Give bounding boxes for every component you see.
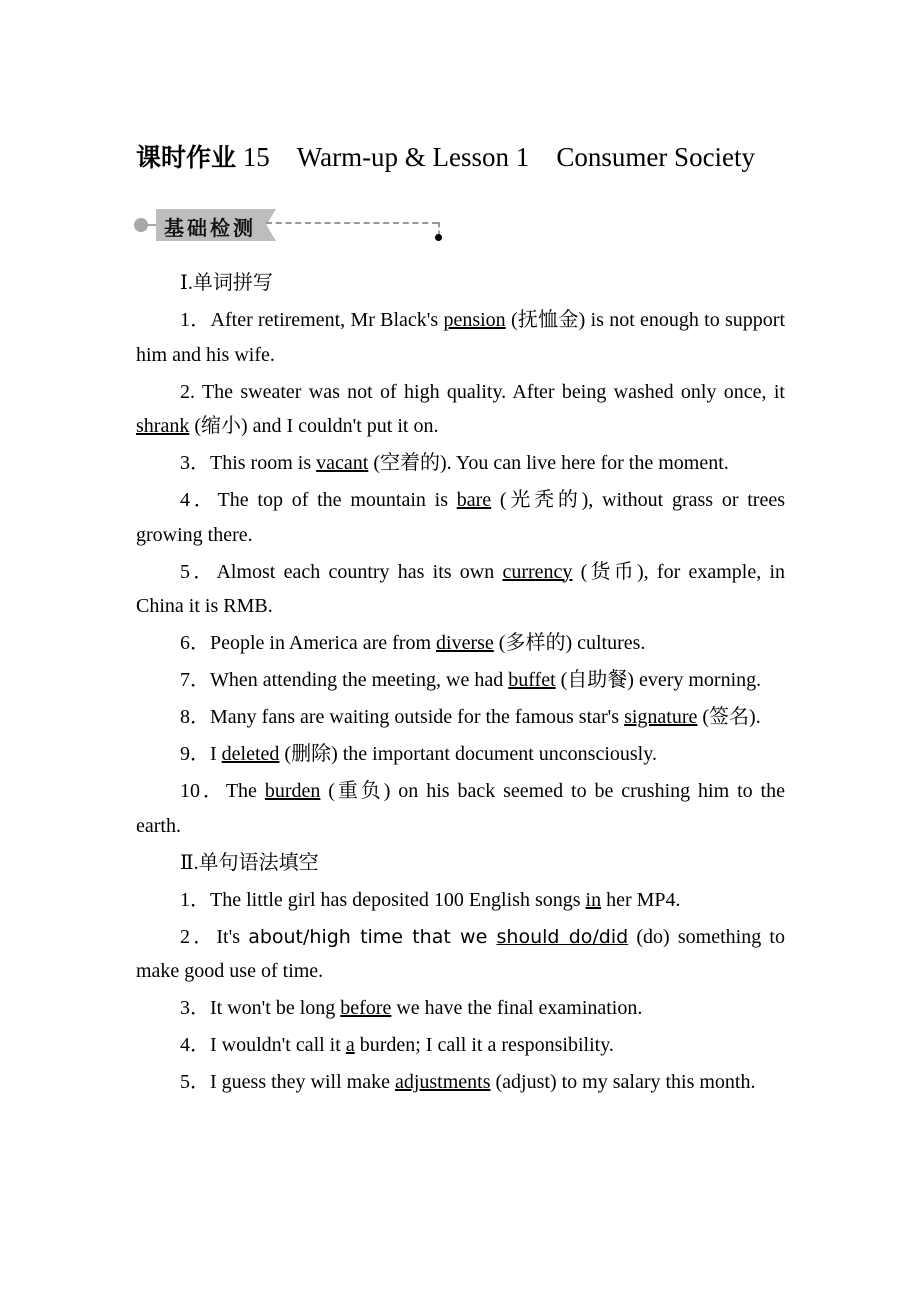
exercise-item [136,663,785,698]
item-text: we have the final examination. [391,997,643,1019]
page-title [136,138,755,174]
exercise-item [136,991,785,1026]
item-text: (自助餐) every morning. [555,669,762,691]
badge-end-dot-icon [435,234,442,241]
item-text: (光秃的), without grass or trees growing there. [136,489,785,546]
item-text: (多样的) cultures. [493,632,646,654]
item-text: about/high time that we [248,925,497,948]
item-text: (重负) on his back seemed to be crushing him to the earth. [136,780,785,837]
title-lesson: Warm-up & Lesson 1 [296,142,530,172]
exercise-item [136,700,785,735]
item-text: 1．The little girl has deposited 100 English songs [180,888,586,911]
section-heading: Ⅱ.单句语法填空 [180,851,319,874]
answer: in [585,888,602,911]
badge-label: 基础检测 [164,216,256,240]
item-text: 4．The top of the mountain is [180,489,457,511]
section-heading: Ⅰ.单词拼写 [180,272,273,294]
answer: burden [264,780,321,802]
exercise-item [136,375,785,444]
item-text: 7．When attending the meeting, we had [180,669,509,691]
item-text: (抚恤金) is not enough to support him and his wife. [136,309,786,366]
answer: adjustments [394,1071,491,1093]
exercise-item [136,555,785,624]
item-text: 10．The [180,780,265,802]
item-text: 6．People in America are from [180,632,437,654]
title-topic: Consumer Society [556,142,756,172]
item-text: (删除) the important document unconsciously. [279,743,657,765]
exercise-item [136,303,785,372]
item-text: (空着的). You can live here for the moment. [368,452,729,474]
item-text: 3．It won't be long [180,997,341,1019]
item-text: 1．After retirement, Mr Black's [180,309,444,331]
item-text: 2. The sweater was not of high quality. After being washed only once, it [180,380,785,403]
exercise-item [136,1065,785,1100]
section-badge [134,208,444,244]
item-text: 5．Almost each country has its own [180,560,503,583]
exercise-body [136,266,785,1102]
answer: vacant [316,452,369,474]
answer: a [345,1034,355,1056]
title-chinese: 课时作业 [136,143,237,172]
item-text: 9．I [180,743,222,765]
title-number: 15 [242,142,270,172]
answer: buffet [508,669,556,691]
exercise-item [136,774,785,843]
item-text: 3．This room is [180,452,317,474]
item-text: (adjust) to my salary this month. [490,1071,756,1093]
answer: deleted [221,743,280,765]
item-text: 8．Many fans are waiting outside for the famous star's [180,706,625,728]
exercise-item [136,626,785,661]
item-text: 5．I guess they will make [180,1071,395,1093]
exercise-item [136,483,785,552]
badge-dashed-line [266,222,438,224]
item-text: 2．It's [180,925,249,948]
item-text: (签名). [697,706,761,728]
exercise-item [136,737,785,772]
answer: signature [624,706,698,728]
answer: currency [502,560,573,583]
item-text: 4．I wouldn't call it [180,1034,346,1056]
answer: before [340,997,392,1019]
answer: pension [443,309,506,331]
exercise-item [136,920,785,989]
item-text: burden; I call it a responsibility. [354,1034,614,1056]
answer: shrank [136,415,190,437]
item-text: (货币), for example, in China it is RMB. [136,560,785,617]
answer: diverse [436,632,494,654]
answer: bare [456,489,492,511]
exercise-item [136,1028,785,1063]
item-text: (do) something to make good use of time. [136,925,785,982]
exercise-item [136,883,785,918]
answer: should do/did [496,925,629,948]
item-text: (缩小) and I couldn't put it on. [189,415,439,437]
exercise-item [136,446,785,481]
item-text: her MP4. [601,888,681,911]
